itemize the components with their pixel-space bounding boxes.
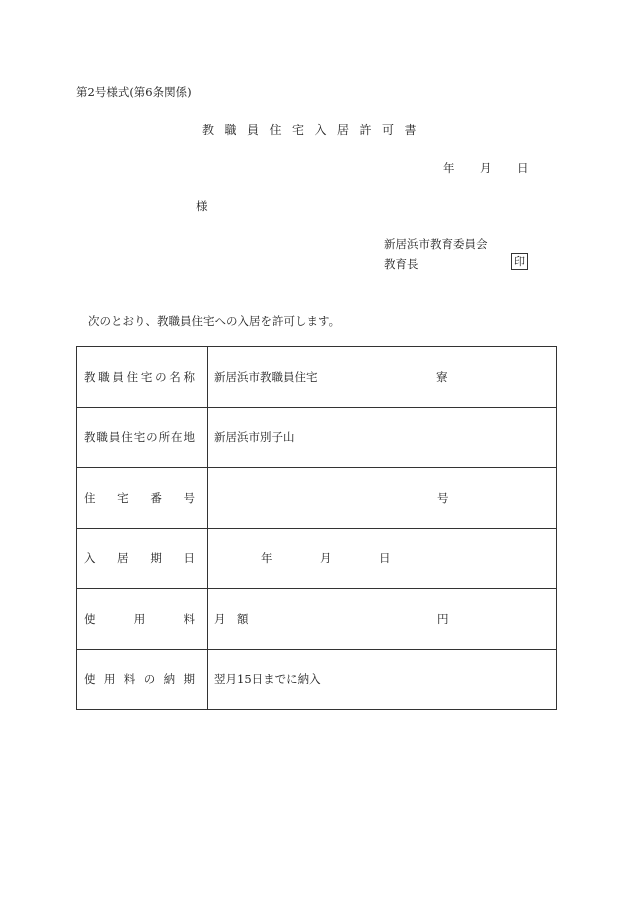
number-suffix: 号	[437, 490, 449, 505]
yen-suffix: 円	[437, 611, 449, 626]
row-value	[208, 347, 557, 408]
row-value	[208, 589, 557, 650]
table-row	[77, 468, 557, 529]
row-value	[208, 468, 557, 529]
monthly-amount-label: 月 額	[214, 611, 249, 626]
row-label: 入居期日	[77, 528, 208, 589]
row-value	[208, 649, 557, 710]
table-row	[77, 649, 557, 710]
date-year-label: 年	[443, 161, 455, 175]
issuer-organization: 新居浜市教育委員会	[384, 237, 488, 251]
housing-info-table	[76, 346, 557, 710]
dorm-suffix: 寮	[436, 369, 448, 384]
row-label: 教職員住宅の名称	[77, 347, 208, 408]
row-label: 教職員住宅の所在地	[77, 407, 208, 468]
seal-mark: 印	[511, 253, 528, 270]
row-label: 使用料	[77, 589, 208, 650]
row-label: 住宅番号	[77, 468, 208, 529]
row-value	[208, 528, 557, 589]
date-day-label: 日	[517, 161, 529, 175]
housing-location-value: 新居浜市別子山	[214, 430, 295, 445]
table-row	[77, 347, 557, 408]
table-row	[77, 407, 557, 468]
issuer-title: 教育長	[384, 257, 419, 271]
row-label: 使用料の納期	[77, 649, 208, 710]
table-row	[77, 528, 557, 589]
move-in-month-label: 月	[320, 551, 332, 566]
addressee-suffix: 様	[196, 199, 208, 213]
form-number-label: 第2号様式(第6条関係)	[76, 85, 192, 99]
move-in-year-label: 年	[261, 551, 273, 566]
date-month-label: 月	[480, 161, 492, 175]
table-row	[77, 589, 557, 650]
move-in-day-label: 日	[379, 551, 391, 566]
housing-name-value: 新居浜市教職員住宅	[214, 369, 318, 384]
row-value	[208, 407, 557, 468]
permission-statement: 次のとおり、教職員住宅への入居を許可します。	[88, 314, 341, 328]
document-title: 教職員住宅入居許可書	[202, 123, 428, 137]
payment-due-value: 翌月15日までに納入	[214, 672, 321, 687]
